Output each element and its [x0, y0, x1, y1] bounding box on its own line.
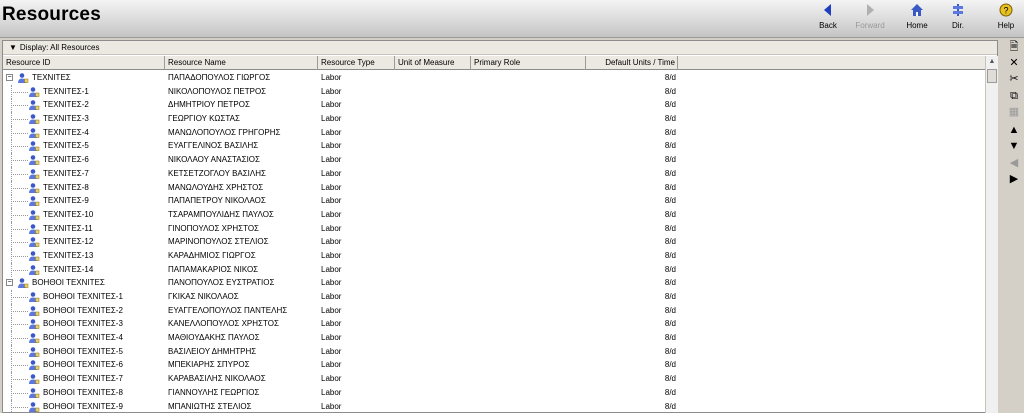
resource-id-cell: ΒΟΗΘΟΙ ΤΕΧΝΙΤΕΣ-3 [43, 319, 123, 329]
resource-person-icon [28, 332, 40, 344]
delete-icon[interactable]: ✕ [1009, 57, 1019, 69]
paste-icon[interactable]: ▦ [1008, 106, 1020, 118]
forward-label: Forward [855, 21, 885, 30]
table-row[interactable] [3, 263, 985, 277]
resource-person-icon [28, 359, 40, 371]
resource-type-cell: Labor [321, 155, 342, 165]
tree-line [11, 297, 28, 298]
resource-group-icon [17, 277, 29, 289]
side-toolbar [1004, 40, 1024, 413]
column-default-units[interactable] [586, 56, 678, 70]
tree-line [11, 133, 28, 134]
resource-type-cell: Labor [321, 292, 342, 301]
resource-name-cell: ΓΕΩΡΓΙΟΥ ΚΩΣΤΑΣ [168, 114, 240, 124]
tree-line [11, 201, 28, 202]
default-units-cell: 8/d [664, 86, 676, 96]
move-down-icon[interactable]: ▼ [1008, 140, 1020, 152]
resource-type-cell: Labor [321, 360, 342, 370]
table-row[interactable] [3, 71, 985, 85]
table-row[interactable] [3, 235, 985, 249]
resource-group-icon [17, 72, 29, 84]
default-units-cell: 8/d [664, 278, 676, 288]
resource-person-icon [28, 223, 40, 235]
resource-id-cell: ΒΟΗΘΟΙ ΤΕΧΝΙΤΕΣ-5 [43, 346, 123, 356]
tree-line [11, 407, 28, 408]
collapse-toggle-icon[interactable]: − [7, 74, 12, 81]
default-units-cell: 8/d [664, 250, 676, 260]
resource-person-icon [28, 209, 40, 221]
resource-type-cell: Labor [321, 209, 342, 219]
default-units-cell: 8/d [664, 319, 676, 329]
resource-name-cell: ΚΕΤΣΕΤΖΟΓΛΟΥ ΒΑΣΙΛΗΣ [168, 168, 266, 178]
resource-type-cell: Labor [321, 250, 342, 260]
scroll-up-icon[interactable]: ▲ [988, 58, 996, 65]
default-units-cell: 8/d [664, 264, 676, 274]
resource-name-cell: ΔΗΜΗΤΡΙΟΥ ΠΕΤΡΟΣ [168, 100, 250, 110]
directory-icon [933, 3, 983, 21]
resource-type-cell: Labor [321, 223, 342, 233]
resources-panel [2, 40, 998, 413]
column-resource-id-label: Resource ID [6, 58, 51, 67]
default-units-cell: 8/d [664, 292, 676, 301]
tree-line [11, 324, 28, 325]
resource-name-cell: ΜΑΝΩΛΟΥΔΗΣ ΧΡΗΣΤΟΣ [168, 182, 264, 192]
column-unit-of-measure[interactable] [395, 56, 471, 70]
default-units-cell: 8/d [664, 209, 676, 219]
tree-line [11, 338, 28, 339]
column-resource-name[interactable] [165, 56, 318, 70]
tree-line [11, 188, 28, 189]
table-row[interactable] [3, 139, 985, 153]
resource-type-cell: Labor [321, 333, 342, 343]
resource-name-cell: ΚΑΝΕΛΛΟΠΟΥΛΟΣ ΧΡΗΣΤΟΣ [168, 319, 279, 329]
resource-id-cell: ΒΟΗΘΟΙ ΤΕΧΝΙΤΕΣ-9 [43, 401, 123, 411]
copy-icon[interactable]: ⧉ [1010, 90, 1018, 102]
resource-person-icon [28, 305, 40, 317]
resource-type-cell: Labor [321, 114, 342, 124]
tree-line [11, 105, 28, 106]
table-row[interactable] [3, 85, 985, 99]
table-row[interactable] [3, 345, 985, 359]
resource-id-cell: ΤΕΧΝΙΤΕΣ-13 [43, 250, 94, 260]
display-filter[interactable] [3, 41, 997, 55]
default-units-cell: 8/d [664, 196, 676, 206]
tree-line [11, 365, 28, 366]
tree-line [11, 146, 28, 147]
resource-person-icon [28, 195, 40, 207]
default-units-cell: 8/d [664, 401, 676, 411]
tree-line [11, 215, 28, 216]
chevron-down-icon: ▼ [9, 43, 17, 52]
resource-type-cell: Labor [321, 100, 342, 110]
resource-person-icon [28, 168, 40, 180]
resource-person-icon [28, 373, 40, 385]
resource-name-cell: ΜΠΑΝΙΩΤΗΣ ΣΤΕΛΙΟΣ [168, 401, 252, 411]
resource-type-cell: Labor [321, 237, 342, 247]
default-units-cell: 8/d [664, 360, 676, 370]
scroll-thumb[interactable] [987, 69, 997, 83]
table-row[interactable] [3, 249, 985, 263]
resource-id-cell: ΒΟΗΘΟΙ ΤΕΧΝΙΤΕΣ-8 [43, 387, 123, 397]
home-label: Home [906, 21, 928, 30]
forward-arrow-icon [845, 3, 895, 21]
resource-id-cell: ΒΟΗΘΟΙ ΤΕΧΝΙΤΕΣ-7 [43, 374, 123, 384]
resource-person-icon [28, 264, 40, 276]
tree-line [11, 270, 28, 271]
resource-person-icon [28, 86, 40, 98]
column-resource-type-label: Resource Type [321, 58, 375, 67]
resource-name-cell: ΕΥΑΓΓΕΛΟΠΟΥΛΟΣ ΠΑΝΤΕΛΗΣ [168, 305, 288, 315]
resource-name-cell: ΚΑΡΑΔΗΜΙΟΣ ΓΙΩΡΓΟΣ [168, 250, 256, 260]
dir-label: Dir. [952, 21, 964, 30]
table-row[interactable] [3, 290, 985, 304]
resource-name-cell: ΓΚΙΚΑΣ ΝΙΚΟΛΑΟΣ [168, 292, 239, 301]
tree-line [11, 379, 28, 380]
resource-name-cell: ΠΑΝΟΠΟΥΛΟΣ ΕΥΣΤΡΑΤΙΟΣ [168, 278, 275, 288]
collapse-toggle-icon[interactable]: − [7, 279, 12, 287]
table-row[interactable] [3, 167, 985, 181]
resource-name-cell: ΜΠΕΚΙΑΡΗΣ ΣΠΥΡΟΣ [168, 360, 250, 370]
resource-name-cell: ΠΑΠΑΔΟΠΟΥΛΟΣ ΓΙΩΡΓΟΣ [168, 73, 271, 82]
table-row[interactable] [3, 112, 985, 126]
table-row[interactable] [3, 304, 985, 318]
column-header-row [3, 56, 985, 70]
table-row[interactable] [3, 98, 985, 112]
table-row[interactable] [3, 126, 985, 140]
table-row[interactable] [3, 276, 985, 290]
default-units-cell: 8/d [664, 100, 676, 110]
resource-person-icon [28, 346, 40, 358]
help-icon [981, 3, 1024, 21]
table-row[interactable] [3, 317, 985, 331]
tree-line [11, 160, 28, 161]
resource-id-cell: ΤΕΧΝΙΤΕΣ-2 [43, 100, 89, 110]
resource-type-cell: Labor [321, 73, 342, 82]
tree-line [11, 92, 28, 93]
resource-id-cell: ΒΟΗΘΟΙ ΤΕΧΝΙΤΕΣ-1 [43, 292, 123, 301]
tree-line [11, 119, 28, 120]
resource-id-cell: ΤΕΧΝΙΤΕΣ-9 [43, 196, 89, 206]
resource-name-cell: ΓΙΑΝΝΟΥΛΗΣ ΓΕΩΡΓΙΟΣ [168, 387, 260, 397]
default-units-cell: 8/d [664, 333, 676, 343]
table-row[interactable] [3, 181, 985, 195]
resource-name-cell: ΜΑΝΩΛΟΠΟΥΛΟΣ ΓΡΗΓΟΡΗΣ [168, 127, 281, 137]
resource-id-cell: ΤΕΧΝΙΤΕΣ-5 [43, 141, 89, 151]
default-units-cell: 8/d [664, 237, 676, 247]
column-unit-of-measure-label: Unit of Measure [398, 58, 455, 67]
column-primary-role[interactable] [471, 56, 586, 70]
resource-type-cell: Labor [321, 278, 342, 288]
resource-name-cell: ΕΥΑΓΓΕΛΙΝΟΣ ΒΑΣΙΛΗΣ [168, 141, 259, 151]
default-units-cell: 8/d [664, 114, 676, 124]
app-header [0, 0, 1024, 38]
resource-table-body [3, 71, 985, 413]
table-row[interactable] [3, 194, 985, 208]
column-resource-id[interactable] [3, 56, 165, 70]
resource-person-icon [28, 154, 40, 166]
resource-person-icon [28, 250, 40, 262]
dir-button[interactable] [933, 3, 983, 35]
new-document-icon[interactable]: 🗎 [1009, 41, 1019, 53]
forward-button[interactable] [845, 3, 895, 35]
tree-line [11, 256, 28, 257]
resource-id-cell: ΤΕΧΝΙΤΕΣ-11 [43, 223, 93, 233]
table-row[interactable] [3, 208, 985, 222]
resource-person-icon [28, 291, 40, 303]
column-primary-role-label: Primary Role [474, 58, 521, 67]
column-default-units-label: Default Units / Time [605, 58, 675, 67]
resource-name-cell: ΒΑΣΙΛΕΙΟΥ ΔΗΜΗΤΡΗΣ [168, 346, 257, 356]
resource-type-cell: Labor [321, 141, 342, 151]
resource-id-cell: ΤΕΧΝΙΤΕΣ-8 [43, 182, 89, 192]
resource-type-cell: Labor [321, 196, 342, 206]
move-up-icon[interactable]: ▲ [1008, 124, 1020, 136]
tree-line [11, 393, 28, 394]
resource-type-cell: Labor [321, 305, 342, 315]
resource-id-cell: ΤΕΧΝΙΤΕΣ-1 [43, 86, 89, 96]
resource-person-icon [28, 387, 40, 399]
resource-id-cell: ΤΕΧΝΙΤΕΣ-10 [43, 209, 94, 219]
resource-type-cell: Labor [321, 182, 342, 192]
tree-line [11, 352, 28, 353]
default-units-cell: 8/d [664, 305, 676, 315]
default-units-cell: 8/d [664, 155, 676, 165]
table-row[interactable] [3, 222, 985, 236]
table-row[interactable] [3, 386, 985, 400]
display-label: Display: All Resources [19, 43, 100, 52]
resource-type-cell: Labor [321, 168, 342, 178]
tree-line [11, 174, 28, 175]
vertical-scrollbar[interactable] [985, 56, 998, 413]
resource-name-cell: ΠΑΠΑΜΑΚΑΡΙΟΣ ΝΙΚΟΣ [168, 264, 259, 274]
resource-person-icon [28, 127, 40, 139]
resource-type-cell: Labor [321, 319, 342, 329]
resource-type-cell: Labor [321, 374, 342, 384]
resource-id-cell: ΤΕΧΝΙΤΕΣ [32, 73, 71, 82]
tree-line [11, 229, 28, 230]
resource-name-cell: ΜΑΘΙΟΥΔΑΚΗΣ ΠΑΥΛΟΣ [168, 333, 260, 343]
resource-id-cell: ΤΕΧΝΙΤΕΣ-3 [43, 114, 89, 124]
table-row[interactable] [3, 153, 985, 167]
resource-id-cell: ΒΟΗΘΟΙ ΤΕΧΝΙΤΕΣ-6 [43, 360, 123, 370]
cut-icon[interactable]: ✂ [1009, 73, 1019, 85]
resource-id-cell: ΒΟΗΘΟΙ ΤΕΧΝΙΤΕΣ-4 [43, 333, 123, 343]
resource-person-icon [28, 318, 40, 330]
default-units-cell: 8/d [664, 73, 676, 82]
default-units-cell: 8/d [664, 374, 676, 384]
resource-type-cell: Labor [321, 401, 342, 411]
table-row[interactable] [3, 372, 985, 386]
tree-line [11, 242, 28, 243]
help-label: Help [997, 21, 1015, 30]
default-units-cell: 8/d [664, 127, 676, 137]
page-title: Resources [2, 4, 101, 25]
resource-id-cell: ΤΕΧΝΙΤΕΣ-7 [43, 168, 89, 178]
resource-id-cell: ΒΟΗΘΟΙ ΤΕΧΝΙΤΕΣ-2 [43, 305, 123, 315]
default-units-cell: 8/d [664, 168, 676, 178]
resource-name-cell: ΠΑΠΑΠΕΤΡΟΥ ΝΙΚΟΛΑΟΣ [168, 196, 266, 206]
resource-id-cell: ΤΕΧΝΙΤΕΣ-12 [43, 237, 94, 247]
table-row[interactable] [3, 331, 985, 345]
resource-name-cell: ΝΙΚΟΛΟΠΟΥΛΟΣ ΠΕΤΡΟΣ [168, 86, 267, 96]
default-units-cell: 8/d [664, 387, 676, 397]
resource-id-cell: ΤΕΧΝΙΤΕΣ-14 [43, 264, 94, 274]
outdent-icon[interactable]: ◀ [1009, 157, 1019, 169]
indent-icon[interactable]: ▶ [1009, 173, 1019, 185]
resource-person-icon [28, 236, 40, 248]
default-units-cell: 8/d [664, 346, 676, 356]
table-row[interactable] [3, 400, 985, 413]
resource-person-icon [28, 99, 40, 111]
tree-line [11, 311, 28, 312]
resource-type-cell: Labor [321, 86, 342, 96]
resource-person-icon [28, 401, 40, 413]
resource-name-cell: ΚΑΡΑΒΑΣΙΛΗΣ ΝΙΚΟΛΑΟΣ [168, 374, 266, 384]
resource-type-cell: Labor [321, 264, 342, 274]
column-resource-type[interactable] [318, 56, 395, 70]
resource-name-cell: ΜΑΡΙΝΟΠΟΥΛΟΣ ΣΤΕΛΙΟΣ [168, 237, 269, 247]
default-units-cell: 8/d [664, 141, 676, 151]
resource-type-cell: Labor [321, 387, 342, 397]
back-label: Back [819, 21, 837, 30]
resource-name-cell: ΝΙΚΟΛΑΟΥ ΑΝΑΣΤΑΣΙΟΣ [168, 155, 260, 165]
column-resource-name-label: Resource Name [168, 58, 226, 67]
default-units-cell: 8/d [664, 223, 676, 233]
resource-id-cell: ΤΕΧΝΙΤΕΣ-4 [43, 127, 89, 137]
resource-name-cell: ΤΣΑΡΑΜΠΟΥΛΙΔΗΣ ΠΑΥΛΟΣ [168, 209, 274, 219]
help-button[interactable] [981, 3, 1024, 35]
resource-type-cell: Labor [321, 346, 342, 356]
resource-person-icon [28, 140, 40, 152]
resource-type-cell: Labor [321, 127, 342, 137]
table-row[interactable] [3, 358, 985, 372]
resource-person-icon [28, 113, 40, 125]
resource-name-cell: ΓΙΝΟΠΟΥΛΟΣ ΧΡΗΣΤΟΣ [168, 223, 259, 233]
svg-text:?: ? [1003, 5, 1009, 16]
resource-id-cell: ΤΕΧΝΙΤΕΣ-6 [43, 155, 89, 165]
resource-id-cell: ΒΟΗΘΟΙ ΤΕΧΝΙΤΕΣ [32, 278, 105, 288]
resource-person-icon [28, 182, 40, 194]
default-units-cell: 8/d [664, 182, 676, 192]
